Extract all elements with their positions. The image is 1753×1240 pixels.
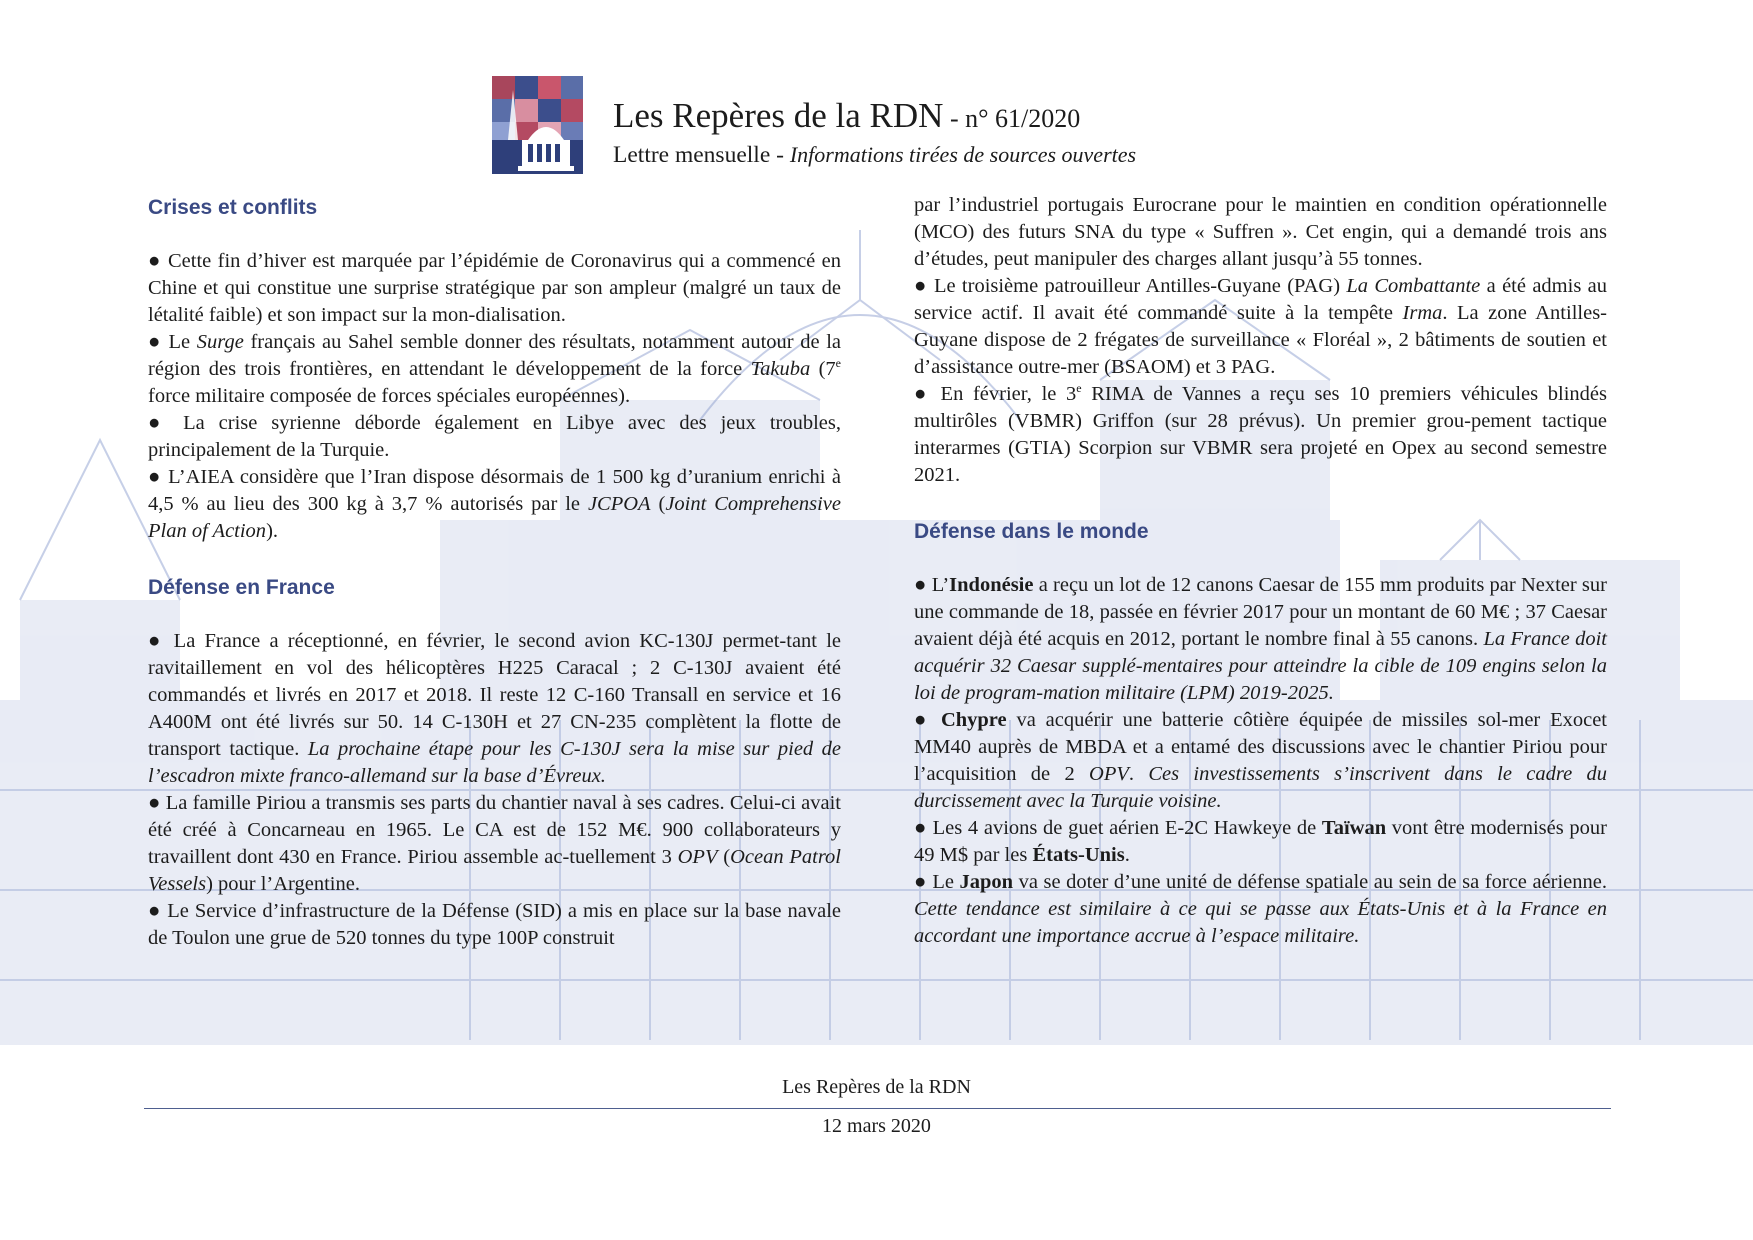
paragraph-eurocrane	[914, 192, 1607, 273]
left-column	[148, 192, 841, 952]
text-run: (7	[810, 358, 836, 380]
paragraph-aiea	[148, 464, 841, 545]
paragraph-syrie	[148, 410, 841, 464]
text-run: va acquérir une batterie côtière équipée de missiles sol-mer Exocet MM40 auprès de MBDA et a entamé des discussions avec le chantier Piriou pour l’acquisition de 2	[914, 709, 1607, 785]
text-run: ● Le troisième patrouilleur Antilles-Guyane (PAG)	[914, 275, 1347, 297]
paragraph-text: ● Cette fin d’hiver est marquée par l’épidémie de Coronavirus qui a commencé en Chine et qui constitue une surprise stratégique par son ampleur (malgré un taux de létalité faible) et son impact sur la mon-dialisation.	[148, 250, 841, 326]
section-heading-france: Défense en France	[148, 576, 335, 599]
right-column	[914, 192, 1607, 950]
italic-run: Joint Comprehensive Plan of Action	[148, 493, 841, 542]
text-run: force militaire composée de forces spéciales européennes).	[148, 385, 631, 407]
bold-run: Taïwan	[1321, 817, 1387, 839]
superscript: e	[1076, 381, 1082, 396]
italic-run: La Combattante	[1346, 275, 1481, 297]
bold-run: Indonésie	[949, 574, 1034, 596]
text-run: ● L’	[914, 574, 950, 596]
text-run: ● Les 4 avions de guet aérien E-2C Hawkeye de	[914, 817, 1322, 839]
bold-run: États-Unis	[1032, 844, 1125, 866]
text-run: ● L’AIEA considère que l’Iran dispose désormais de 1 500 kg d’uranium enrichi à 4,5 % au lieu des 300 kg à 3,7 % autorisés par le	[148, 466, 841, 515]
paragraph-coronavirus	[148, 248, 841, 329]
text-run: vont être modernisés pour 49 M$ par les	[914, 817, 1607, 866]
paragraph-text: ● La crise syrienne déborde également en Libye avec des jeux troubles, principalement de la Turquie.	[148, 412, 841, 461]
issue-number: - n° 61/2020	[943, 104, 1081, 133]
paragraph-text: ● Le Service d’infrastructure de la Défense (SID) a mis en place sur la base navale de Toulon une grue de 520 tonnes du type 100P construit	[148, 900, 841, 949]
section-heading-monde: Défense dans le monde	[914, 520, 1149, 543]
text-run: a été admis au service actif. Il avait été commandé suite à la tempête	[914, 275, 1607, 324]
letter-title-text: Les Repères de la RDN	[613, 96, 944, 135]
letter-subtitle	[613, 142, 1136, 169]
text-run: . La zone Antilles-Guyane dispose de 2 frégates de surveillance « Floréal », 2 bâtiments de soutien et d’assistance outre-mer (BSAOM) et 3 PAG.	[914, 302, 1607, 378]
text-run: ).	[266, 520, 279, 542]
italic-run: Irma	[1402, 302, 1443, 324]
text-run: français au Sahel semble donner des résultats, notamment autour de la région des trois frontières, en attendant le développement de la force	[148, 331, 841, 380]
text-run: ● Le	[914, 871, 960, 893]
text-run: ● La famille Piriou a transmis ses parts du chantier naval à ses cadres. Celui-ci avait été créé à Concarneau en 1965. Le CA est de 152 M€. 900 collaborateurs y travaillent dont 430 en France. Piriou assemble ac-tuellement 3	[148, 792, 841, 868]
bold-run: Chypre	[940, 709, 1007, 731]
paragraph-piriou	[148, 790, 841, 898]
spacer	[914, 489, 1607, 516]
text-run: RIMA de Vannes a reçu ses 10 premiers véhicules blindés multirôles (VBMR) Griffon (sur 28 prévus). Un premier grou-pement tactique interarmes (GTIA) Scorpion sur VBMR sera projeté en Opex au second semestre 2021.	[914, 383, 1607, 486]
paragraph-japon	[914, 869, 1607, 950]
footer-divider	[144, 1108, 1611, 1109]
text-run: ● La France a réceptionné, en février, le second avion KC-130J permet-tant le ravitaillement en vol des hélicoptères H225 Caracal ; 2 C-130J avaient été commandés et livrés en 2017 et 2018. Il reste 12 C-160 Transall en service et 16 A400M ont été livrés sur 50. 14 C-130H et 27 CN-235 complètent la flotte de transport tactique.	[148, 630, 841, 760]
spacer	[148, 545, 841, 572]
italic-run: Surge	[196, 331, 244, 353]
paragraph-text: par l’industriel portugais Eurocrane pour le maintien en condition opérationnelle (MCO) des futurs SNA du type « Suffren ». Cet engin, qui a demandé trois ans d’études, peut manipuler des charges allant jusqu’à 55 tonnes.	[914, 194, 1607, 270]
subtitle-main: Lettre mensuelle -	[613, 142, 790, 168]
text-run: (	[717, 846, 731, 868]
text-run: ) pour l’Argentine.	[206, 873, 360, 895]
spacer	[914, 548, 1607, 572]
paragraph-sahel	[148, 329, 841, 410]
italic-run: La France doit acquérir 32 Caesar supplé-mentaires pour atteindre la cible de 109 engins selon la loi de program-mation militaire (LPM) 2019-2025.	[914, 628, 1607, 704]
italic-run: Ocean Patrol Vessels	[148, 846, 842, 895]
footer-date: 12 mars 2020	[822, 1115, 931, 1137]
paragraph-indonesie	[914, 572, 1607, 707]
superscript: e	[835, 356, 841, 371]
italic-run: OPV	[1089, 763, 1129, 785]
rdn-logo-icon	[492, 76, 583, 174]
paragraph-pag	[914, 273, 1607, 381]
text-run: ● Le	[148, 331, 197, 353]
text-run: ●	[914, 709, 941, 731]
italic-run: Ces investissements s’inscrivent dans le cadre du durcissement avec la Turquie voisine.	[914, 763, 1607, 812]
text-run: (	[650, 493, 666, 515]
paragraph-taiwan	[914, 815, 1607, 869]
italic-run: JCPOA	[587, 493, 651, 515]
italic-run: Takuba	[750, 358, 811, 380]
paragraph-sid	[148, 898, 841, 952]
paragraph-chypre	[914, 707, 1607, 815]
section-heading-crises: Crises et conflits	[148, 196, 318, 219]
letter-title	[613, 96, 1080, 136]
bold-run: Japon	[959, 871, 1014, 893]
subtitle-italic: Informations tirées de sources ouvertes	[789, 142, 1137, 167]
italic-run: OPV	[677, 846, 718, 868]
text-run: va se doter d’une unité de défense spatiale au sein de sa force aérienne.	[1013, 871, 1607, 893]
text-run: ● En février, le 3	[914, 383, 1077, 405]
footer-title: Les Repères de la RDN	[782, 1076, 971, 1098]
paragraph-kc130j	[148, 628, 841, 790]
paragraph-rima	[914, 381, 1607, 489]
italic-run: Cette tendance est similaire à ce qui se passe aux États-Unis et à la France en accordant une importance accrue à l’espace militaire.	[914, 898, 1607, 947]
spacer	[148, 224, 841, 248]
spacer	[148, 604, 841, 628]
italic-run: La prochaine étape pour les C-130J sera la mise sur pied de l’escadron mixte franco-allemand sur la base d’Évreux.	[148, 738, 841, 787]
text-run: .	[1128, 763, 1149, 785]
text-run: a reçu un lot de 12 canons Caesar de 155 mm produits par Nexter sur une commande de 18, passée en février 2017 pour un montant de 60 M€ ; 37 Caesar avaient déjà été acquis en 2012, portant le nombre final à 55 canons.	[914, 574, 1607, 650]
text-run: .	[1124, 844, 1130, 866]
